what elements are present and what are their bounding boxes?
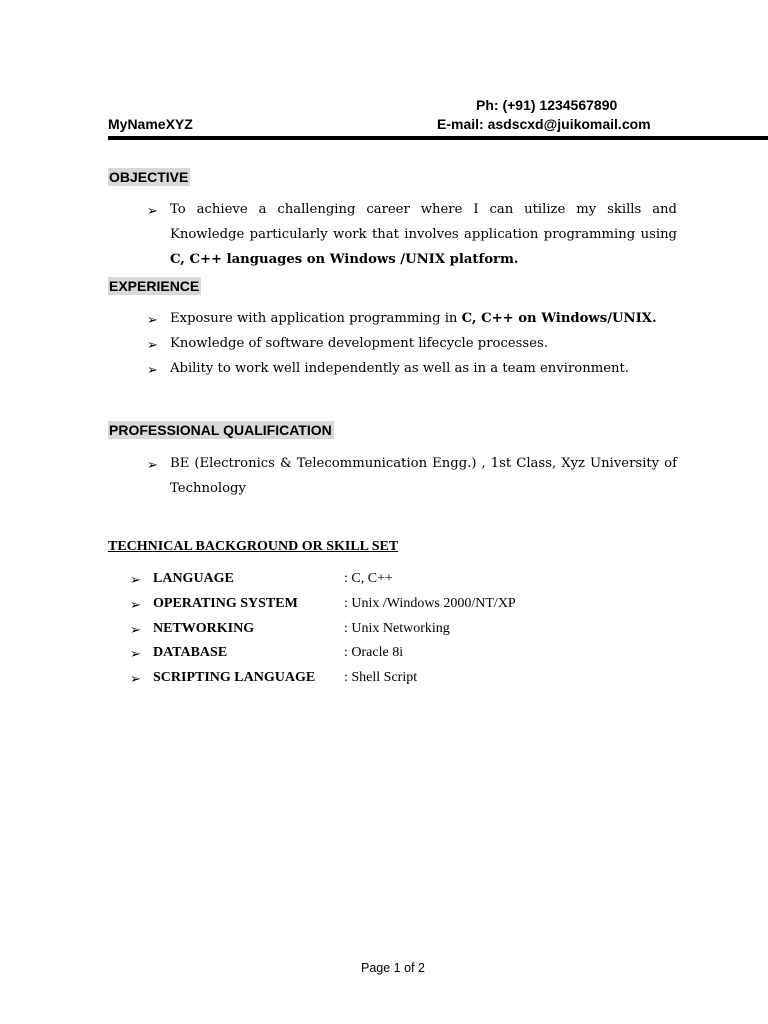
- experience-item-1: [170, 311, 657, 326]
- bullet-icon: ➢: [130, 597, 141, 612]
- skill-value: : Unix Networking: [344, 621, 450, 636]
- objective-line-1: To achieve a challenging career where I can utilize my skills and: [170, 202, 677, 217]
- experience-item-2: Knowledge of software development lifecycle processes.: [170, 336, 548, 351]
- skills-heading: TECHNICAL BACKGROUND OR SKILL SET: [108, 539, 399, 554]
- bullet-icon: ➢: [130, 646, 141, 661]
- skill-label: OPERATING SYSTEM: [153, 596, 298, 611]
- experience-heading: EXPERIENCE: [109, 278, 200, 294]
- skill-label: NETWORKING: [153, 621, 255, 636]
- qualification-heading: PROFESSIONAL QUALIFICATION: [109, 422, 332, 438]
- bullet-icon: ➢: [147, 203, 158, 218]
- bullet-icon: ➢: [147, 337, 158, 352]
- page-number: Page 1 of 2: [361, 961, 425, 975]
- bullet-icon: ➢: [130, 671, 141, 686]
- objective-platform-text: C, C++ languages on Windows /UNIX platform.: [170, 252, 519, 267]
- candidate-name: MyNameXYZ: [108, 116, 193, 132]
- skill-value: : Unix /Windows 2000/NT/XP: [344, 596, 516, 611]
- qualification-line-1: BE (Electronics & Telecommunication Engg.) , 1st Class, Xyz University of: [170, 456, 677, 471]
- skill-label: SCRIPTING LANGUAGE: [153, 670, 316, 685]
- experience-item-3: Ability to work well independently as well as in a team environment.: [170, 361, 629, 376]
- bullet-icon: ➢: [147, 362, 158, 377]
- skill-label: DATABASE: [153, 645, 228, 660]
- objective-line-2: Knowledge particularly work that involves application programming using: [170, 227, 677, 242]
- skill-value: : C, C++: [344, 571, 393, 586]
- bullet-icon: ➢: [130, 572, 141, 587]
- email-address: E-mail: asdscxd@juikomail.com: [437, 116, 651, 132]
- experience-item-1-text: Exposure with application programming in: [170, 311, 462, 326]
- phone-number: Ph: (+91) 1234567890: [476, 97, 618, 113]
- skill-label: LANGUAGE: [153, 571, 234, 586]
- skill-value: : Oracle 8i: [344, 645, 404, 660]
- qualification-line-2: Technology: [170, 481, 246, 496]
- objective-line-3: [170, 252, 518, 267]
- header-divider: [108, 136, 768, 140]
- bullet-icon: ➢: [147, 457, 158, 472]
- bullet-icon: ➢: [147, 312, 158, 327]
- experience-item-1-bold: C, C++ on Windows/UNIX.: [461, 311, 657, 326]
- bullet-icon: ➢: [130, 622, 141, 637]
- skill-value: : Shell Script: [344, 670, 418, 685]
- objective-heading: OBJECTIVE: [109, 169, 189, 185]
